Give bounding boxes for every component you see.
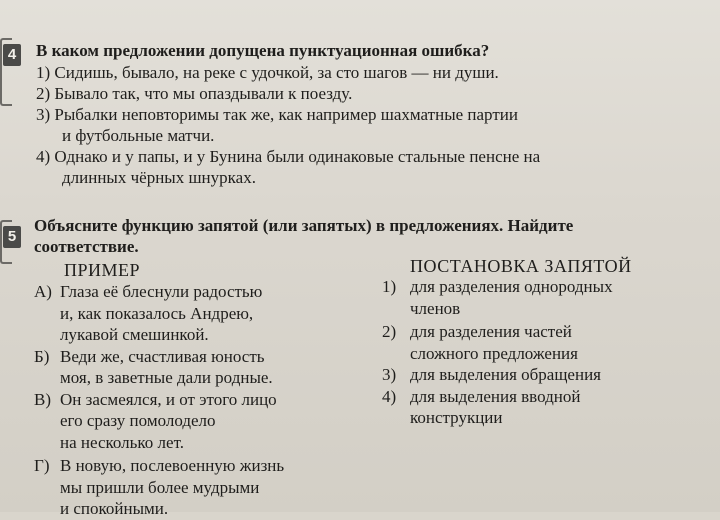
example-g <box>34 455 284 520</box>
option-text: для выделения обращения <box>410 365 601 384</box>
option-3 <box>382 364 613 386</box>
example-b <box>34 346 284 389</box>
option-text: конструкции <box>410 408 503 427</box>
example-text: и, как показалось Андрею, <box>60 303 254 323</box>
task5-question-line2: соответствие. <box>34 237 139 256</box>
example-v <box>34 389 284 454</box>
example-a <box>34 281 284 346</box>
example-label: Б) <box>34 346 50 366</box>
options-header: ПОСТАНОВКА ЗАПЯТОЙ <box>410 256 632 276</box>
examples-header: ПРИМЕР <box>64 260 141 280</box>
option-label: 4) <box>382 386 397 406</box>
example-text: Веди же, счастливая юность <box>60 346 265 366</box>
example-label: А) <box>34 282 52 301</box>
option-text: членов <box>410 298 461 318</box>
example-label: В) <box>34 389 51 409</box>
options-column <box>382 276 613 429</box>
option-1 <box>382 276 613 319</box>
example-text: В новую, послевоенную жизнь <box>60 456 285 475</box>
task4-option-3: 3) Рыбалки неповторимы так же, как например шахматные партии <box>36 105 518 124</box>
option-4 <box>382 386 613 429</box>
example-text: его сразу помолодело <box>60 411 216 430</box>
task5-question-line1: Объясните функцию запятой (или запятых) в предложениях. Найдите <box>34 216 574 235</box>
task5-number-badge: 5 <box>3 226 21 248</box>
task4-option-4-cont: длинных чёрных шнурках. <box>62 168 256 187</box>
option-text: для выделения вводной <box>410 386 581 406</box>
task4-number-badge: 4 <box>3 44 21 66</box>
task4-option-1: 1) Сидишь, бывало, на реке с удочкой, за сто шагов — ни души. <box>36 63 499 82</box>
example-text: мы пришли более мудрыми <box>60 477 260 497</box>
examples-column <box>34 281 284 520</box>
example-text: моя, в заветные дали родные. <box>60 368 273 387</box>
option-label: 1) <box>382 277 397 296</box>
task4-option-2: 2) Бывало так, что мы опаздывали к поезду. <box>36 84 353 103</box>
example-text: и спокойными. <box>60 499 169 518</box>
option-text: для разделения частей <box>410 322 572 341</box>
example-text: Он засмеялся, и от этого лицо <box>60 389 277 409</box>
example-label: Г) <box>34 456 50 475</box>
option-2 <box>382 321 613 364</box>
option-label: 2) <box>382 322 397 341</box>
example-text: лукавой смешинкой. <box>60 325 209 344</box>
task4-option-4: 4) Однако и у папы, и у Бунина были одинаковые стальные пенсне на <box>36 147 541 166</box>
example-text: на несколько лет. <box>60 432 184 452</box>
option-label: 3) <box>382 365 397 384</box>
task4-question: В каком предложении допущена пунктуационная ошибка? <box>36 41 490 60</box>
option-text: для разделения однородных <box>410 277 613 296</box>
option-text: сложного предложения <box>410 343 578 363</box>
example-text: Глаза её блеснули радостью <box>60 282 263 301</box>
task4-option-3-cont: и футбольные матчи. <box>62 126 215 145</box>
